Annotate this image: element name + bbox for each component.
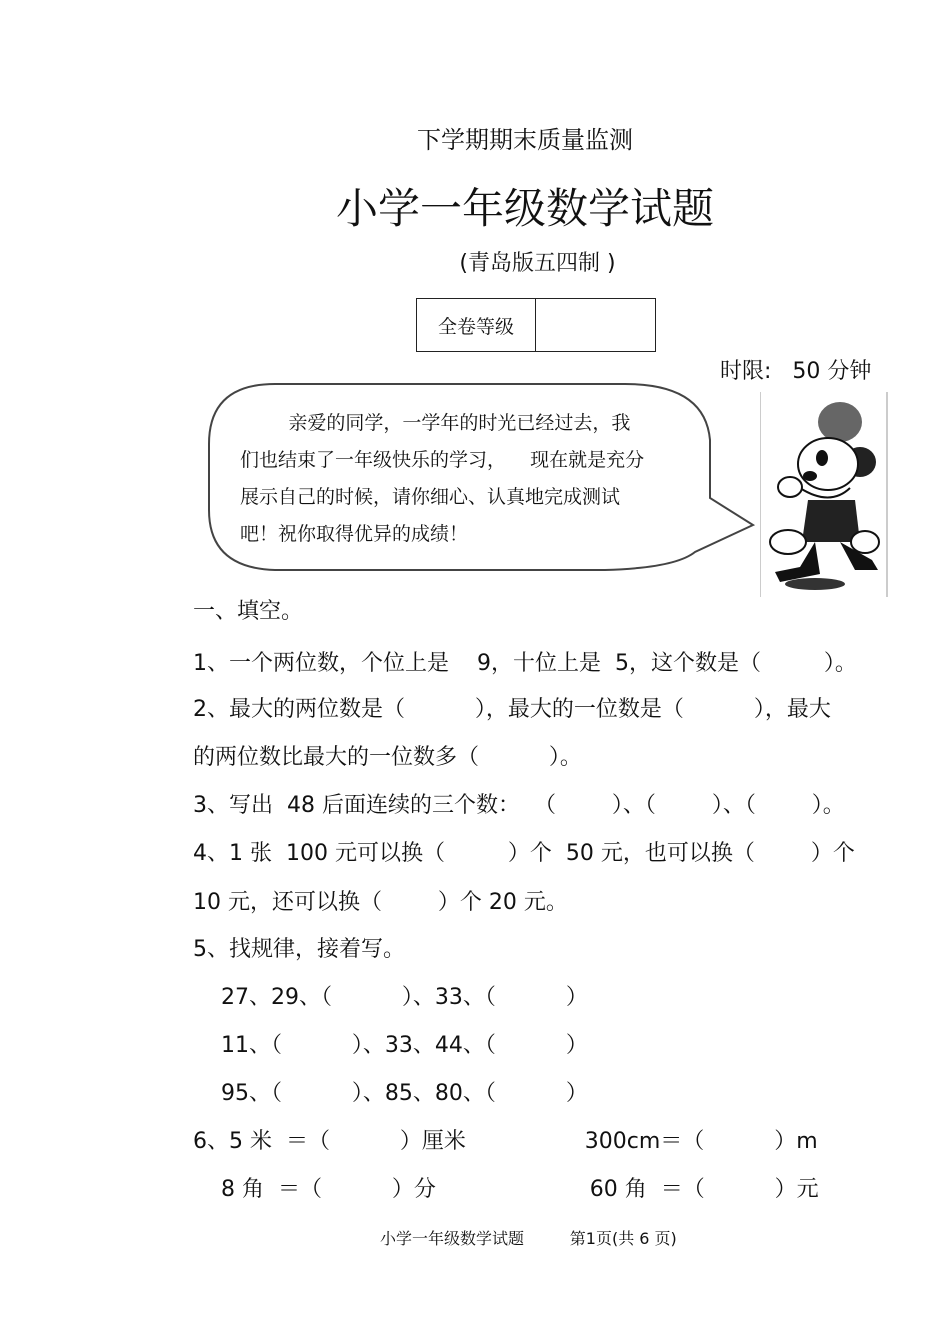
- question-line: 8 角 ＝（ ）分 60 角 ＝（ ）元: [193, 1177, 819, 1202]
- exam-subtitle: 下学期期末质量监测: [417, 126, 633, 154]
- question-line: 11、（ ）、33、44、（ ）: [193, 1033, 588, 1058]
- greeting-line: 们也结束了一年级快乐的学习， 现在就是充分: [240, 449, 645, 471]
- section-heading: 一、填空。: [193, 599, 304, 624]
- cartoon-mouse-icon: [760, 392, 888, 597]
- question-line: 2、最大的两位数是（ ），最大的一位数是（ ），最大: [193, 697, 831, 722]
- question-line: 10 元，还可以换（ ）个 20 元。: [193, 890, 568, 915]
- grade-value-field[interactable]: [536, 299, 655, 351]
- question-line: 3、写出 48 后面连续的三个数： （ ）、（ ）、（ ）。: [193, 793, 845, 818]
- page-footer: 小学一年级数学试题 第1页(共 6 页): [380, 1229, 677, 1248]
- grade-table: [416, 298, 656, 352]
- question-line: 6、5 米 ＝（ ）厘米 300cm＝（ ）m: [193, 1129, 818, 1154]
- question-line: 4、1 张 100 元可以换（ ）个 50 元，也可以换（ ）个: [193, 841, 855, 866]
- greeting-text: [240, 405, 670, 553]
- exam-title: 小学一年级数学试题: [335, 184, 714, 233]
- question-line: 27、29、（ ）、33、（ ）: [193, 985, 588, 1010]
- time-limit: 时限: 50 分钟: [720, 359, 872, 384]
- question-line: 的两位数比最大的一位数多（ ）。: [193, 745, 582, 770]
- greeting-line: 吧！祝你取得优异的成绩！: [240, 523, 469, 545]
- grade-label: 全卷等级: [417, 299, 536, 351]
- exam-edition: (青岛版五四制 ): [459, 251, 616, 276]
- greeting-line: 展示自己的时候，请你细心、认真地完成测试: [240, 486, 621, 508]
- greeting-line: 亲爱的同学，一学年的时光已经过去，我: [240, 412, 631, 434]
- question-line: 5、找规律，接着写。: [193, 937, 405, 962]
- question-line: 1、一个两位数，个位上是 9，十位上是 5，这个数是（ ）。: [193, 651, 857, 676]
- question-line: 95、（ ）、85、80、（ ）: [193, 1081, 588, 1106]
